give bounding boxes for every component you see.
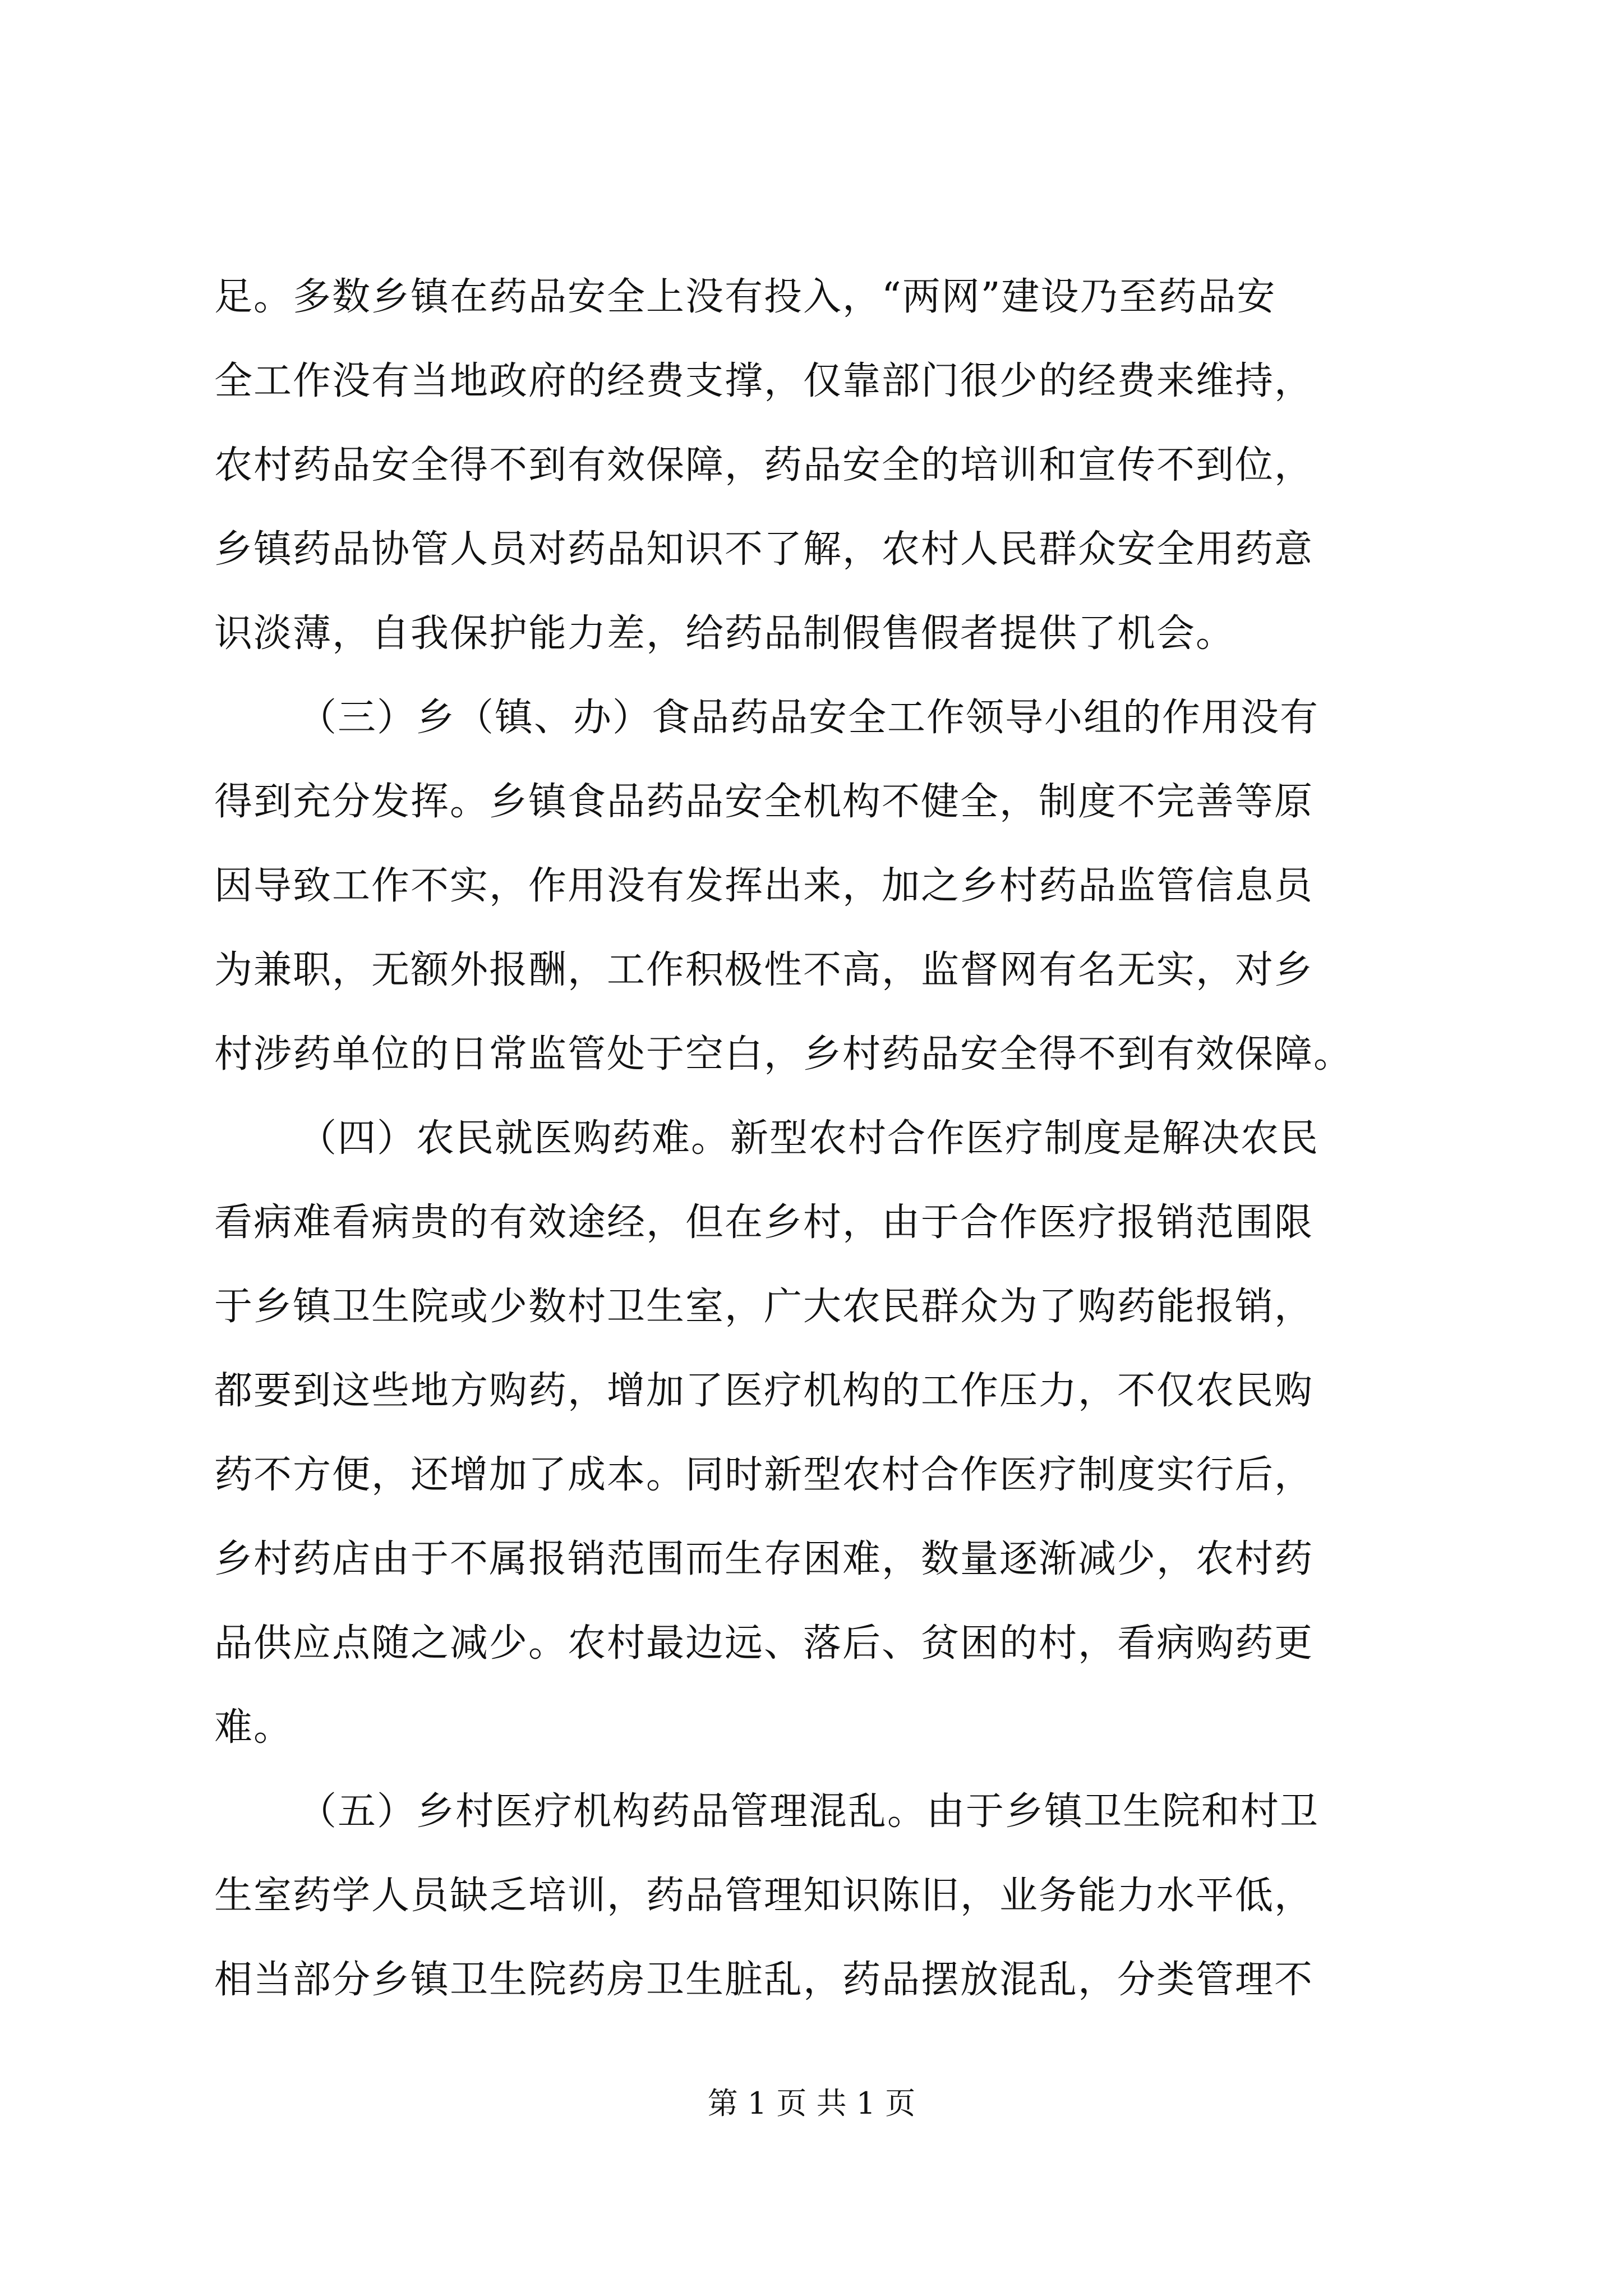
- text-line: 因导致工作不实，作用没有发挥出来，加之乡村药品监管信息员: [214, 864, 1314, 908]
- text-line: 看病难看病贵的有效途经，但在乡村，由于合作医疗报销范围限: [214, 1200, 1314, 1245]
- paragraph-first-line: （五）乡村医疗机构药品管理混乱。由于乡镇卫生院和村卫: [298, 1789, 1320, 1834]
- text-line: 乡镇药品协管人员对药品知识不了解，农村人民群众安全用药意: [214, 527, 1314, 572]
- text-line: 全工作没有当地政府的经费支撑，仅靠部门很少的经费来维持，: [214, 359, 1314, 403]
- text-line: 足。多数乡镇在药品安全上没有投入，“两网”建设乃至药品安: [214, 275, 1276, 319]
- paragraph-first-line: （四）农民就医购药难。新型农村合作医疗制度是解决农民: [298, 1116, 1320, 1161]
- text-line: 于乡镇卫生院或少数村卫生室，广大农民群众为了购药能报销，: [214, 1285, 1314, 1329]
- text-line: 都要到这些地方购药，增加了医疗机构的工作压力，不仅农民购: [214, 1369, 1314, 1413]
- text-line: 为兼职，无额外报酬，工作积极性不高，监督网有名无实，对乡: [214, 948, 1314, 992]
- paragraph-first-line: （三）乡（镇、办）食品药品安全工作领导小组的作用没有: [298, 696, 1320, 740]
- text-line: 药不方便，还增加了成本。同时新型农村合作医疗制度实行后，: [214, 1453, 1314, 1497]
- text-line: 识淡薄，自我保护能力差，给药品制假售假者提供了机会。: [214, 611, 1235, 656]
- text-line: 农村药品安全得不到有效保障，药品安全的培训和宣传不到位，: [214, 443, 1314, 487]
- text-line: 相当部分乡镇卫生院药房卫生脏乱，药品摆放混乱，分类管理不: [214, 1958, 1314, 2002]
- text-line: 难。: [214, 1705, 293, 1750]
- text-line: 乡村药店由于不属报销范围而生存困难，数量逐渐减少，农村药: [214, 1537, 1314, 1581]
- text-line: 品供应点随之减少。农村最边远、落后、贫困的村，看病购药更: [214, 1621, 1314, 1665]
- text-line: 生室药学人员缺乏培训，药品管理知识陈旧，业务能力水平低，: [214, 1874, 1314, 1918]
- text-line: 得到充分发挥。乡镇食品药品安全机构不健全，制度不完善等原: [214, 780, 1314, 824]
- document-body: [214, 255, 1409, 2022]
- page-footer: 第 1 页 共 1 页: [707, 2086, 916, 2121]
- text-line: 村涉药单位的日常监管处于空白，乡村药品安全得不到有效保障。: [214, 1032, 1353, 1076]
